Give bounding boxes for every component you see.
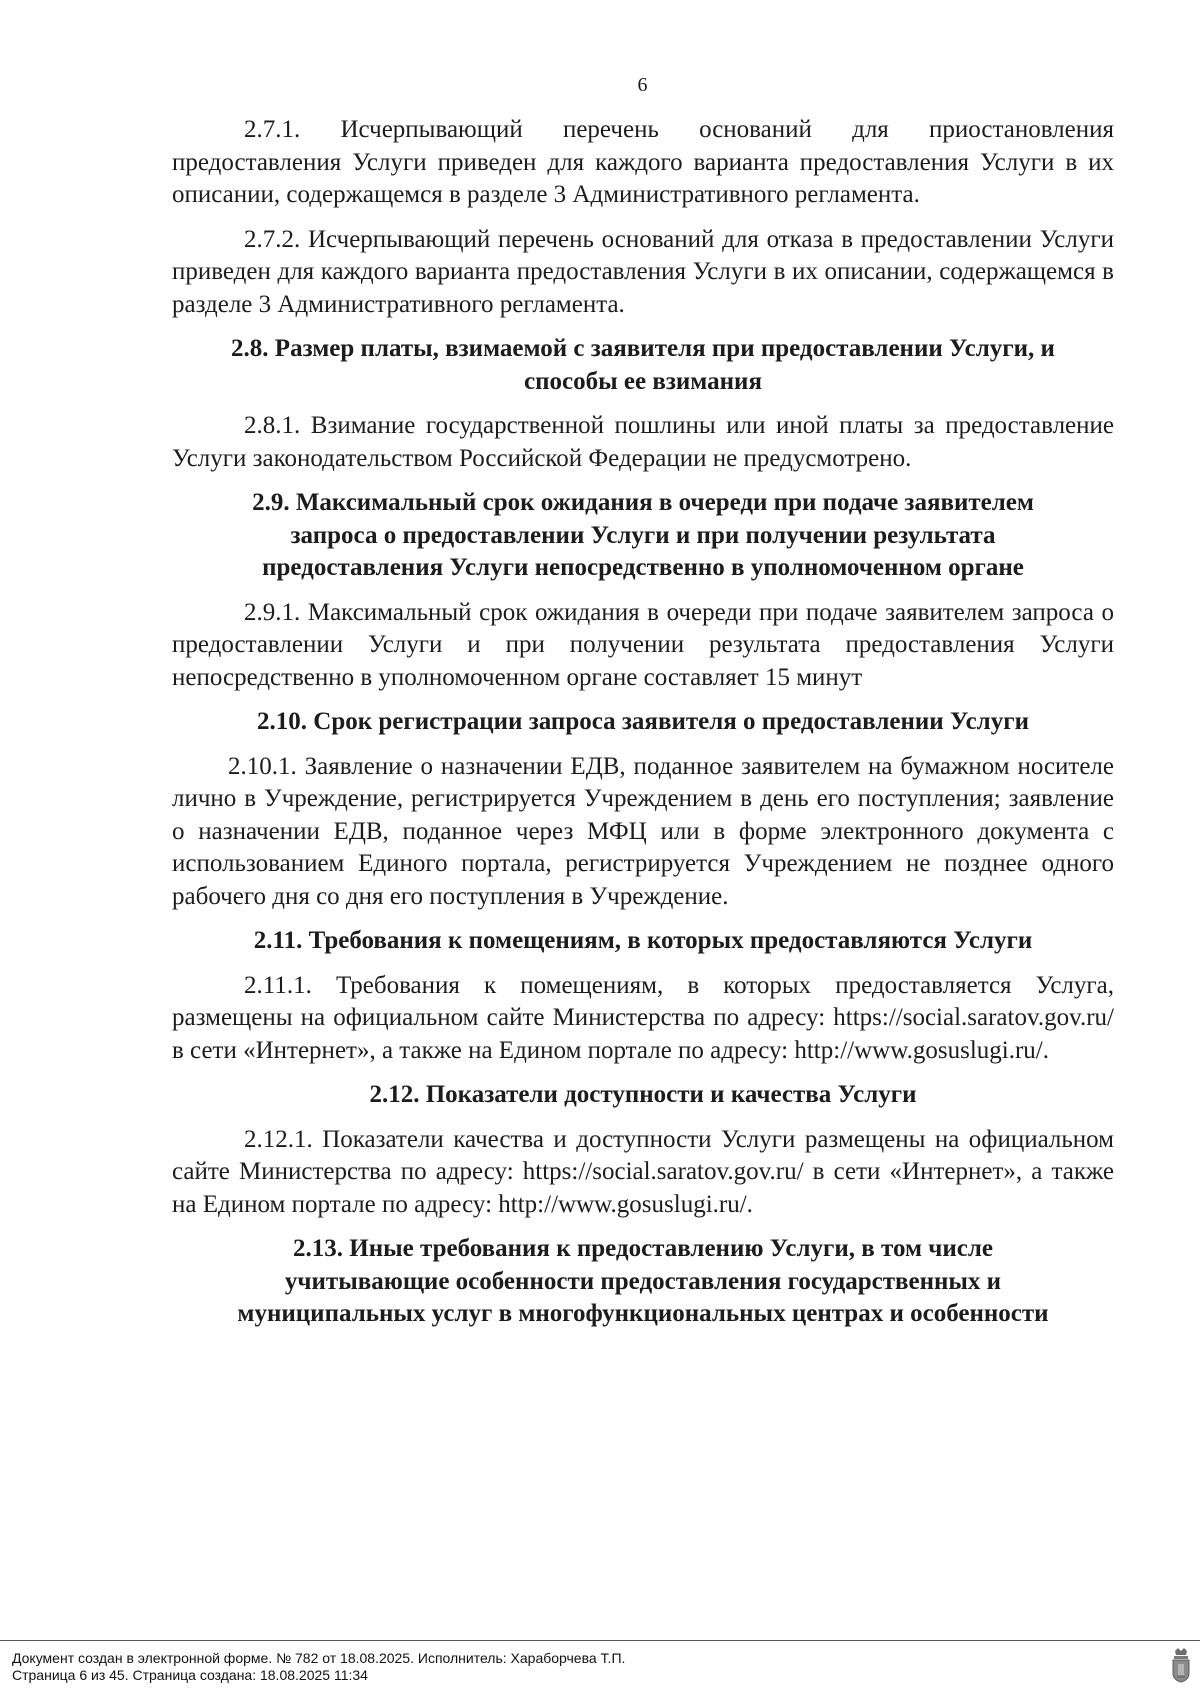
paragraph-2-9-1 (172, 597, 1114, 695)
paragraph-2-11-1 (172, 970, 1114, 1068)
heading-line: 2.11. Требования к помещениям, в которых предоставляются Услуги (253, 927, 1033, 954)
emblem-icon (1170, 1647, 1192, 1683)
document-body (172, 114, 1114, 1343)
section-heading-2-9 (172, 487, 1114, 585)
heading-line: муниципальных услуг в многофункциональных центрах и особенности (237, 1300, 1049, 1327)
paragraph-number: 2.7.1. (244, 116, 301, 143)
section-heading-2-12 (172, 1079, 1114, 1112)
paragraph-text: Исчерпывающий перечень оснований для отказа в предоставлении Услуги приведен для каждого варианта предоставления Услуги в их описании, содержащемся в разделе 3 Административного регламента. (172, 225, 1114, 318)
heading-line: 2.9. Максимальный срок ожидания в очереди при подаче заявителем (252, 489, 1034, 516)
paragraph-text: Заявление о назначении ЕДВ, поданное заявителем на бумажном носителе лично в Учреждение, регистрируется Учреждением в день его поступления; заявление о назначении ЕДВ, поданное через МФЦ или в форме электронного документа с использованием Единого портала, регистрируется Учреждением не позднее одного рабочего дня со дня его поступления в Учреждение. (172, 752, 1115, 910)
heading-line: способы ее взимания (524, 367, 762, 395)
paragraph-text: Максимальный срок ожидания в очереди при подаче заявителем запроса о предоставлении Услуги и при получении результата предоставления Услуги непосредственно в уполномоченном органе составляет 15 минут (172, 598, 1114, 691)
paragraph-2-8-1 (172, 410, 1114, 475)
heading-line: предоставления Услуги непосредственно в уполномоченном органе (262, 554, 1024, 581)
paragraph-2-7-2 (172, 224, 1114, 322)
paragraph-text: Взимание государственной пошлины или иной платы за предоставление Услуги законодательством Российской Федерации не предусмотрено. (172, 412, 1114, 472)
footer-line-document-info: Документ создан в электронной форме. № 782 от 18.08.2025. Исполнитель: Хараборчева Т.П. (12, 1650, 626, 1666)
footer-text (12, 1650, 625, 1684)
footer-line-page-info: Страница 6 из 45. Страница создана: 18.08.2025 11:34 (12, 1667, 368, 1683)
document-footer (0, 1640, 1200, 1699)
section-heading-2-8 (172, 333, 1114, 398)
paragraph-number: 2.10.1. (228, 752, 297, 780)
paragraph-2-12-1 (172, 1124, 1114, 1222)
paragraph-text: Исчерпывающий перечень оснований для приостановления предоставления Услуги приведен для каждого варианта предоставления Услуги в их описании, содержащемся в разделе 3 Административного регламента. (172, 116, 1115, 208)
paragraph-number: 2.8.1. (244, 412, 301, 439)
paragraph-2-10-1 (172, 751, 1114, 914)
paragraph-number: 2.9.1. (244, 598, 301, 626)
page-number: 6 (637, 74, 648, 96)
heading-line: 2.12. Показатели доступности и качества Услуги (369, 1081, 917, 1108)
section-heading-2-13 (172, 1233, 1114, 1331)
paragraph-text: Показатели качества и доступности Услуги размещены на официальном сайте Министерства по адресу: https://social.saratov.gov.ru/ в сети «Интернет», а также на Едином портале по адресу: http://www.gosuslugi.ru/. (172, 1125, 1114, 1218)
paragraph-number: 2.11.1. (244, 971, 312, 999)
paragraph-2-7-1 (172, 114, 1114, 212)
heading-line: 2.8. Размер платы, взимаемой с заявителя при предоставлении Услуги, и (231, 335, 1055, 362)
heading-line: 2.10. Срок регистрации запроса заявителя о предоставлении Услуги (257, 708, 1029, 735)
heading-line: запроса о предоставлении Услуги и при получении результата (290, 521, 996, 549)
paragraph-number: 2.7.2. (244, 225, 301, 253)
paragraph-number: 2.12.1. (244, 1125, 313, 1153)
paragraph-text: Требования к помещениям, в которых предоставляется Услуга, размещены на официальном сайте Министерства по адресу: https://social.saratov.gov.ru/ в сети «Интернет», а также на Едином портале по адресу: http://www.gosuslugi.ru/. (172, 971, 1115, 1064)
heading-line: учитывающие особенности предоставления государственных и (284, 1267, 1002, 1295)
section-heading-2-10 (172, 706, 1114, 739)
section-heading-2-11 (172, 925, 1114, 958)
heading-line: 2.13. Иные требования к предоставлению Услуги, в том числе (293, 1235, 993, 1262)
